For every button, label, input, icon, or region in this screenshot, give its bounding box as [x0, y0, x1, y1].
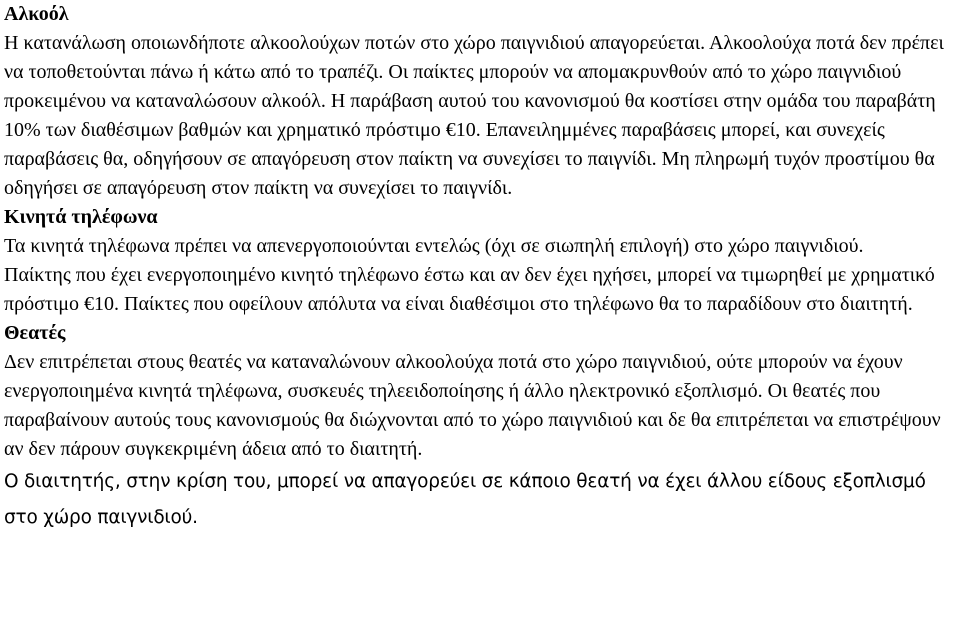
section-mobile-phones — [4, 203, 956, 319]
paragraph-referee-discretion: Ο διαιτητής, στην κρίση του, μπορεί να απαγορεύει σε κάποιο θεατή να έχει άλλου είδους εξοπλισμό στο χώρο παιγνιδιού. — [4, 471, 926, 528]
paragraph-spectators-rules: Δεν επιτρέπεται στους θεατές να καταναλώνουν αλκοολούχα ποτά στο χώρο παιγνιδιού, ούτε μπορούν να έχουν ενεργοποιημένα κινητά τηλέφωνα, συσκευές τηλεειδοποίησης ή άλλο ηλεκτρονικό εξοπλισμό. Οι θεατές που παραβαίνουν αυτούς τους κανονισμούς θα διώχνονται από το χώρο παιγνιδιού και δε θα επιτρέπεται να επιστρέψουν αν δεν πάρουν συγκεκριμένη άδεια από το διαιτητή. — [4, 351, 941, 460]
heading-spectators: Θεατές — [4, 322, 66, 344]
paragraph-alcohol-rules: Η κατανάλωση οποιωνδήποτε αλκοολούχων ποτών στο χώρο παιγνιδιού απαγορεύεται. Αλκοολούχα ποτά δεν πρέπει να τοποθετούνται πάνω ή κάτω από το τραπέζι. Οι παίκτες μπορούν να απομακρυνθούν από το χώρο παιγνιδιού προκειμένου να καταναλώσουν αλκοόλ. Η παράβαση αυτού του κανονισμού θα κοστίσει στην ομάδα του παραβάτη 10% των διαθέσιμων βαθμών και χρηματικό πρόστιμο €10. Επανειλημμένες παραβάσεις μπορεί, και συνεχείς παραβάσεις θα, οδηγήσουν σε απαγόρευση στον παίκτη να συνεχίσει το παιγνίδι. Μη πληρωμή τυχόν προστίμου θα οδηγήσει σε απαγόρευση στον παίκτη να συνεχίσει το παιγνίδι. — [4, 32, 944, 199]
heading-alcohol: Αλκοόλ — [4, 3, 69, 25]
paragraph-phones-off: Τα κινητά τηλέφωνα πρέπει να απενεργοποιούνται εντελώς (όχι σε σιωπηλή επιλογή) στο χώρο παιγνιδιού. — [4, 235, 864, 257]
rules-document — [4, 0, 956, 536]
section-alcohol — [4, 0, 956, 203]
paragraph-phones-penalty: Παίκτης που έχει ενεργοποιημένο κινητό τηλέφωνο έστω και αν δεν έχει ηχήσει, μπορεί να τιμωρηθεί με χρηματικό πρόστιμο €10. Παίκτες που οφείλουν απόλυτα να είναι διαθέσιμοι στο τηλέφωνο θα το παραδίδουν στο διαιτητή. — [4, 264, 935, 315]
section-spectators — [4, 319, 956, 464]
heading-mobile-phones: Κινητά τηλέφωνα — [4, 206, 158, 228]
